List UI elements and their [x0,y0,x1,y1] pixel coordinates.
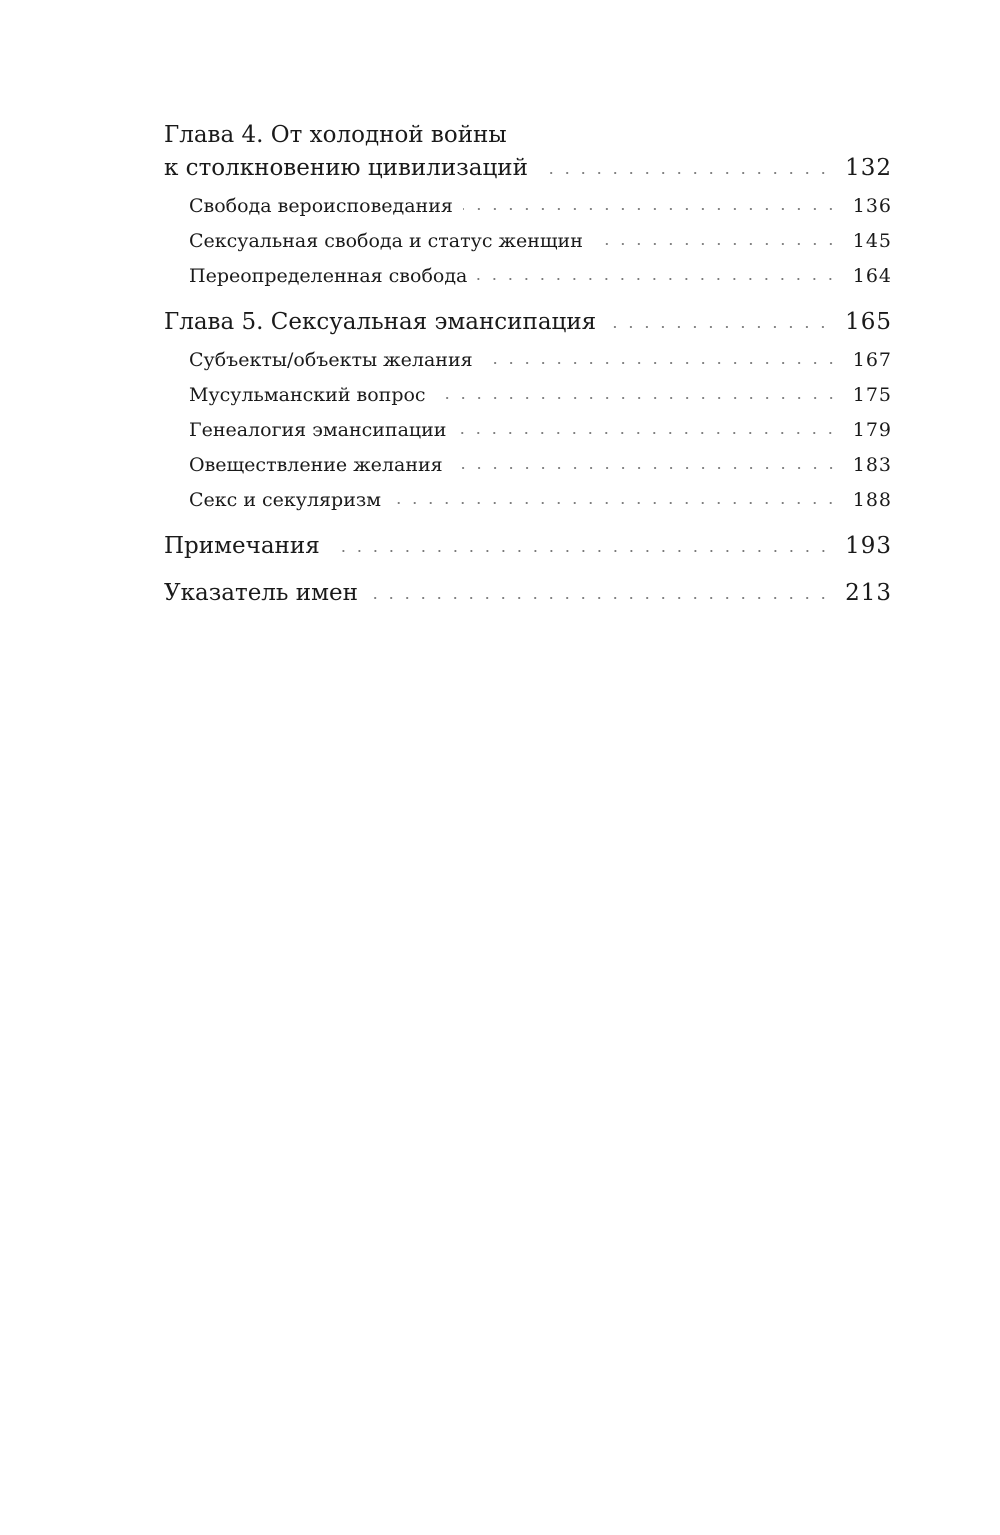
dot-leader [391,502,839,504]
toc-entry-section [189,349,892,371]
section-page: 175 [852,384,892,406]
section-page: 179 [852,419,892,441]
toc-entry-notes [164,533,892,559]
section-title: Сексуальная свобода и статус женщин [189,230,583,252]
toc-entry-chapter-4 [164,155,892,181]
section-title: Мусульманский вопрос [189,384,426,406]
toc-entry-section [189,384,892,406]
toc-entry-index [164,580,892,606]
chapter-5-title: Глава 5. Сексуальная эмансипация [164,309,597,335]
chapter-5-page: 165 [845,309,892,335]
toc-entry-section [189,489,892,511]
toc-entry-chapter-5 [164,309,892,335]
section-title: Переопределенная свобода [189,265,468,287]
toc-entry-section [189,265,892,287]
dot-leader [538,172,831,174]
dot-leader [593,243,839,245]
dot-leader [463,208,839,210]
toc-entry-section [189,230,892,252]
dot-leader [330,550,831,552]
toc-entry-section [189,195,892,217]
section-title: Субъекты/объекты желания [189,349,473,371]
notes-page: 193 [845,533,892,559]
section-page: 167 [852,349,892,371]
notes-title: Примечания [164,533,320,559]
section-title: Генеалогия эмансипации [189,419,447,441]
index-title: Указатель имен [164,580,358,606]
section-page: 183 [852,454,892,476]
dot-leader [606,326,831,328]
toc-entry-section [189,454,892,476]
dot-leader [483,362,839,364]
section-title: Свобода вероисповедания [189,195,453,217]
toc-entry-section [189,419,892,441]
dot-leader [436,397,839,399]
section-title: Овеществление желания [189,454,443,476]
dot-leader [456,432,838,434]
dot-leader [453,467,839,469]
chapter-4-title-line-2: к столкновению цивилизаций [164,155,528,181]
section-page: 145 [852,230,892,252]
section-title: Секс и секуляризм [189,489,382,511]
section-page: 136 [852,195,892,217]
dot-leader [368,597,831,599]
section-page: 164 [852,265,892,287]
section-page: 188 [852,489,892,511]
dot-leader [477,278,838,280]
index-page: 213 [845,580,892,606]
chapter-4-page: 132 [845,155,892,181]
chapter-4-title-line-1: Глава 4. От холодной войны [164,122,507,148]
